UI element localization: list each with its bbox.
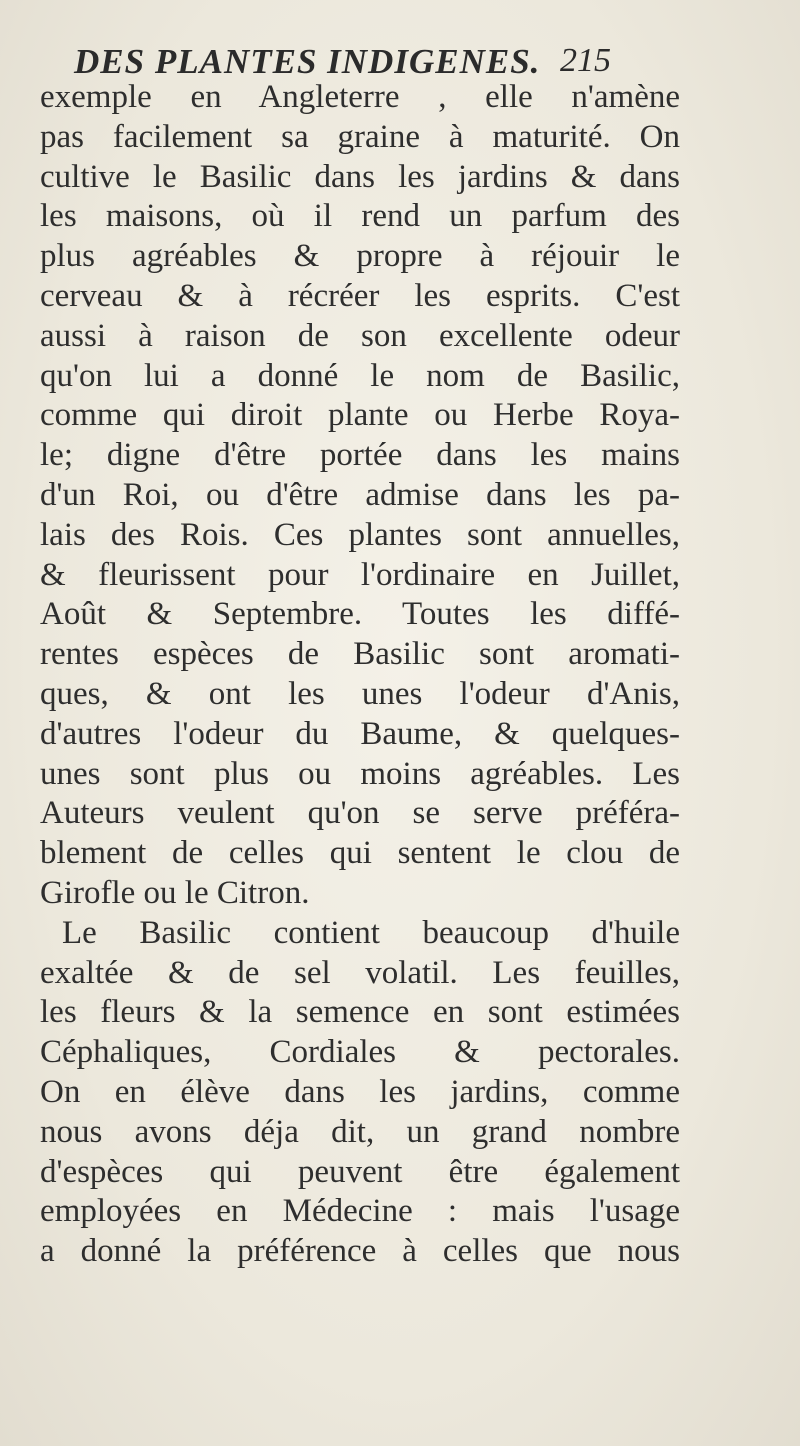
text-line: qu'on lui a donné le nom de Basilic, [40,357,680,394]
text-line: d'autres l'odeur du Baume, & quelques- [40,715,680,752]
text-line: On en élève dans les jardins, comme [40,1073,680,1110]
text-line: & fleurissent pour l'ordinaire en Juillet, [40,556,680,593]
text-line: pas facilement sa graine à maturité. On [40,118,680,155]
text-line: d'un Roi, ou d'être admise dans les pa- [40,476,680,513]
text-line: exaltée & de sel volatil. Les feuilles, [40,954,680,991]
text-line: comme qui diroit plante ou Herbe Roya- [40,397,680,434]
text-line: unes sont plus ou moins agréables. Les [40,755,680,792]
text-line: le; digne d'être portée dans les mains [40,437,680,474]
page-number: 215 [560,42,611,79]
text-line: nous avons déja dit, un grand nombre [40,1113,680,1150]
text-line: les fleurs & la semence en sont estimées [40,994,680,1031]
paragraph-start-line: Le Basilic contient beaucoup d'huile [62,914,680,951]
text-line: cerveau & à récréer les esprits. C'est [40,277,680,314]
paragraph-end-line: Girofle ou le Citron. [40,874,310,911]
text-line: exemple en Angleterre , elle n'amène [40,79,680,115]
text-line: plus agréables & propre à réjouir le [40,238,680,275]
text-line: lais des Rois. Ces plantes sont annuelles, [40,516,680,553]
body-text [40,78,680,1272]
running-head: DES PLANTES INDIGENES. [74,42,541,81]
text-line: d'espèces qui peuvent être également [40,1153,680,1190]
text-line: blement de celles qui sentent le clou de [40,835,680,872]
text-line: Céphaliques, Cordiales & pectorales. [40,1034,680,1071]
text-line: a donné la préférence à celles que nous [40,1233,680,1270]
text-line: cultive le Basilic dans les jardins & dans [40,158,680,195]
text-line: Août & Septembre. Toutes les diffé- [40,596,680,633]
text-line: aussi à raison de son excellente odeur [40,317,680,354]
text-line: rentes espèces de Basilic sont aromati- [40,636,680,673]
text-line: ques, & ont les unes l'odeur d'Anis, [40,675,680,712]
text-line: les maisons, où il rend un parfum des [40,198,680,235]
text-line: Auteurs veulent qu'on se serve préféra- [40,795,680,832]
text-line: employées en Médecine : mais l'usage [40,1193,680,1230]
